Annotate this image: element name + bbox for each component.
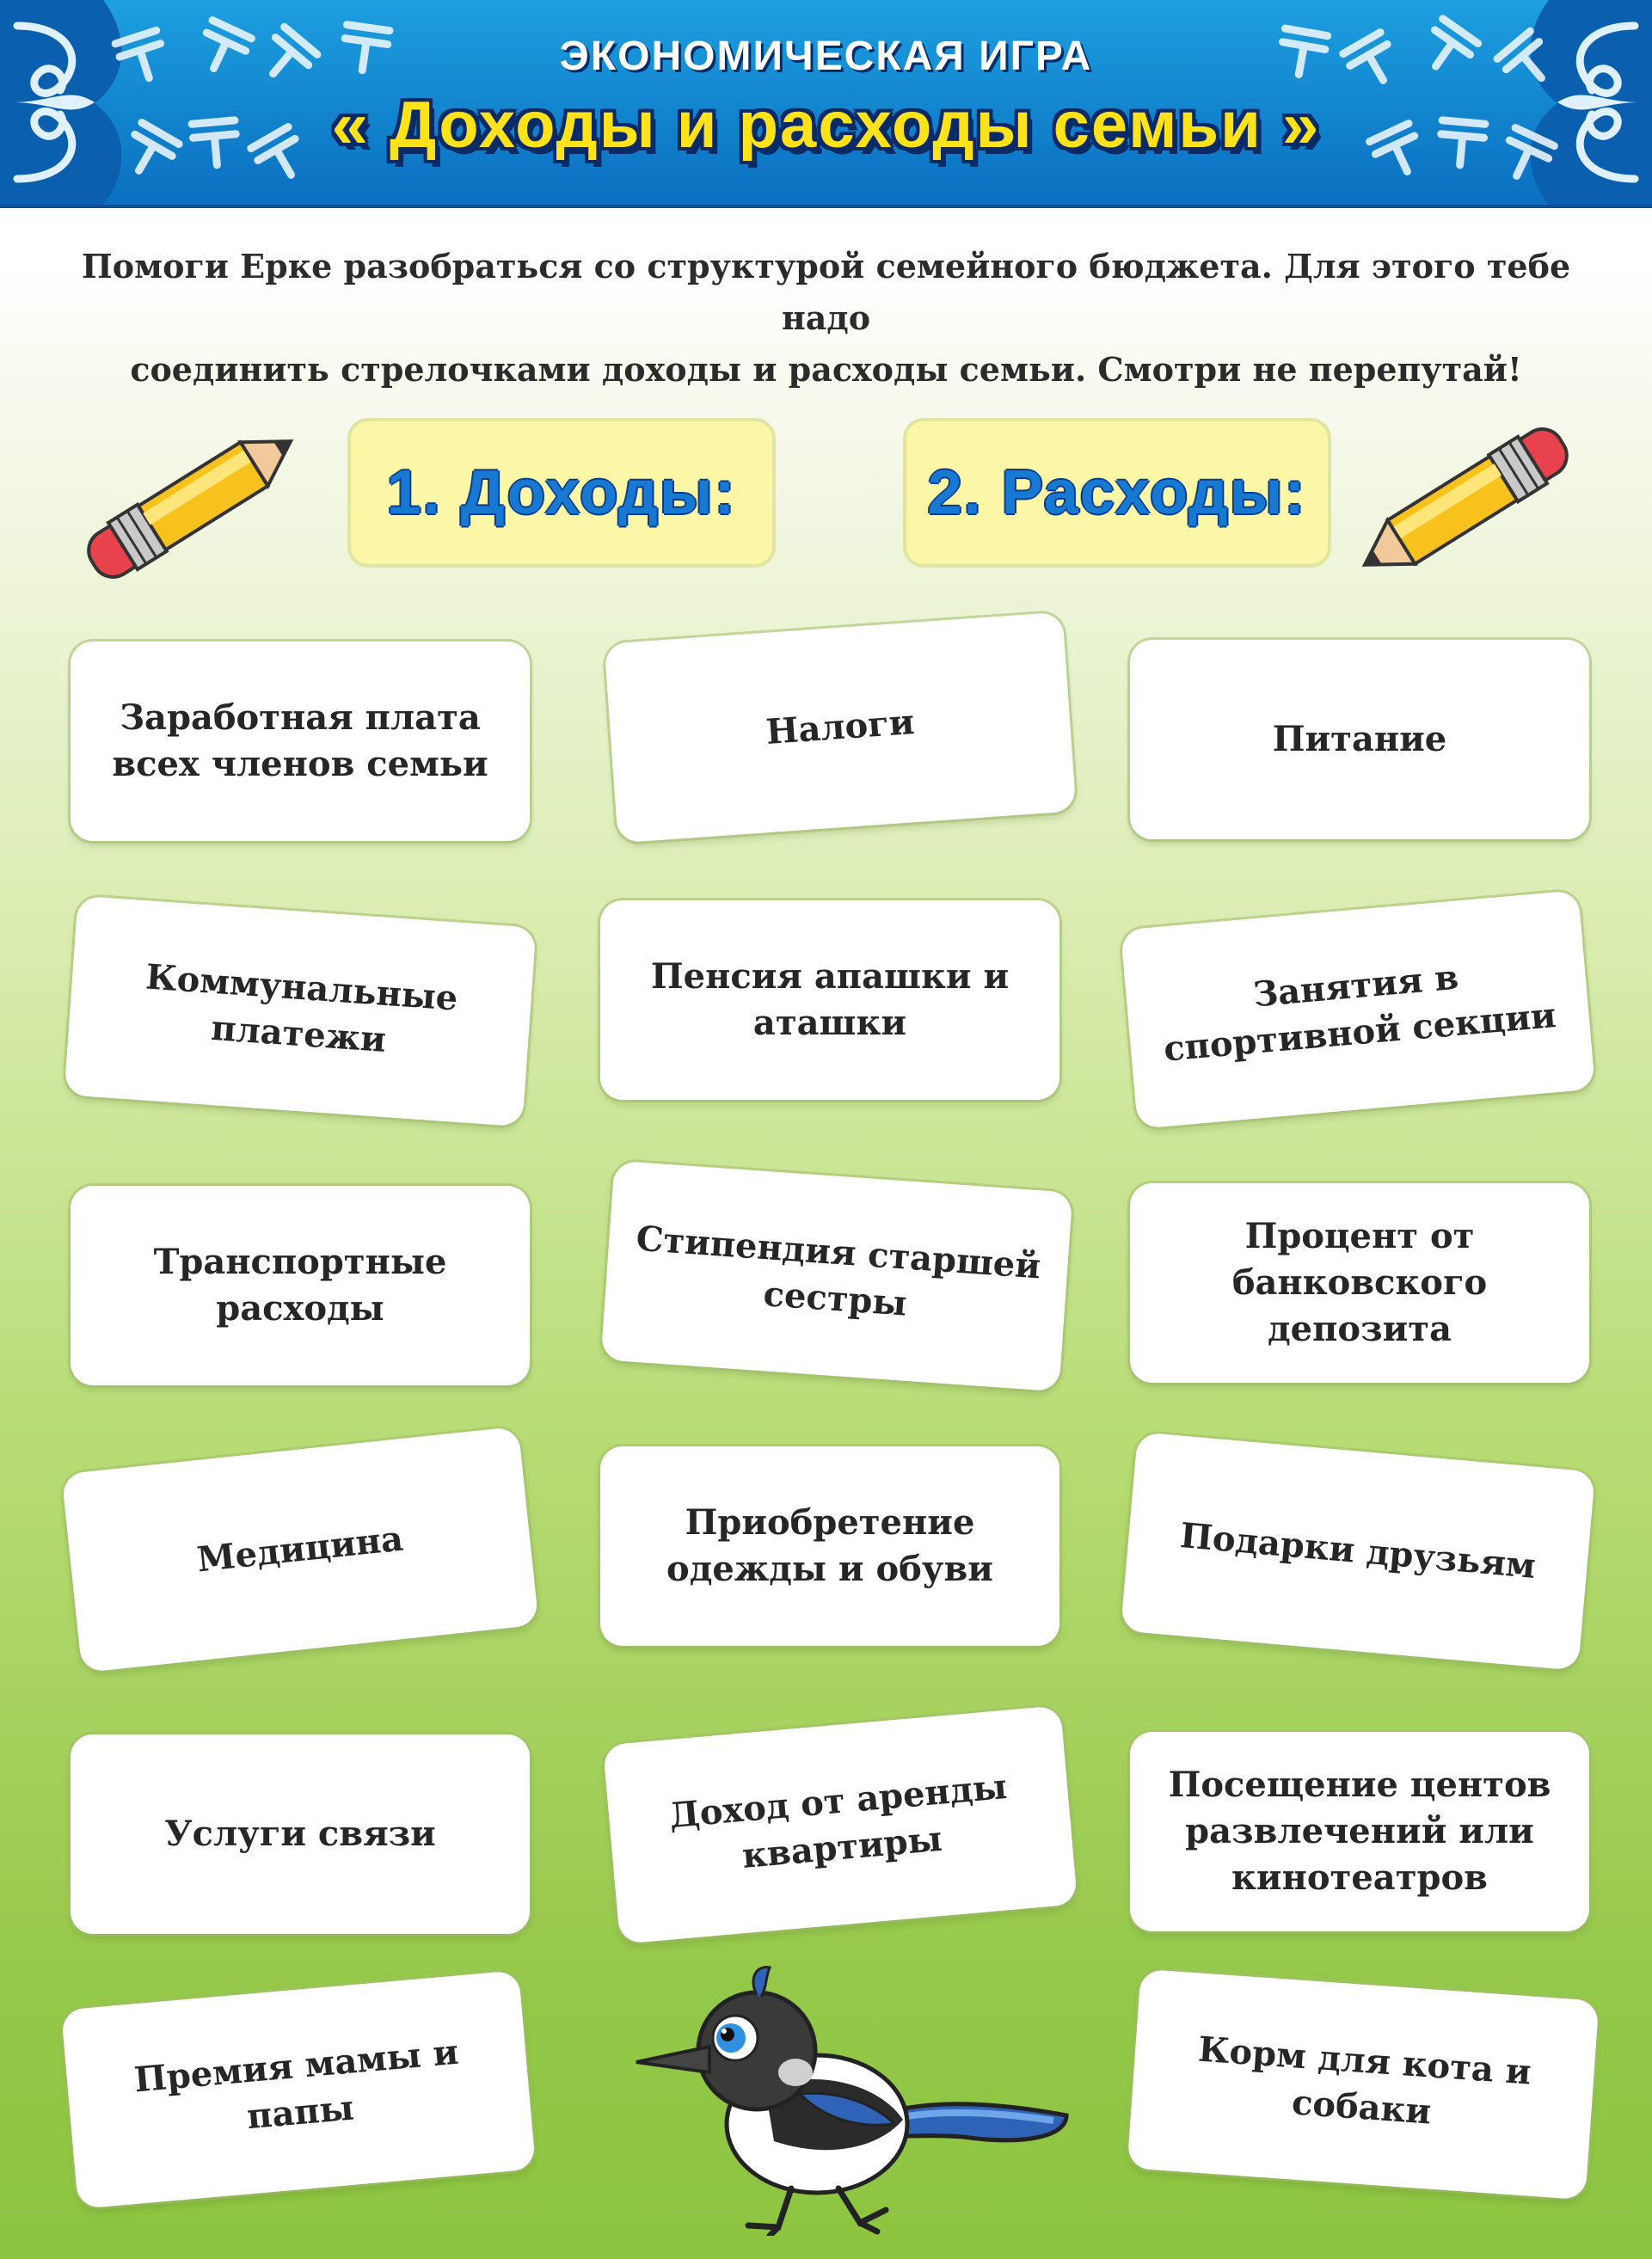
instructions	[34, 241, 1618, 396]
instructions-line-2: соединить стрелочками доходы и расходы семьи. Смотри не перепутай!	[130, 350, 1522, 389]
card-deposit[interactable]: Процент от банковского депозита	[1130, 1183, 1589, 1383]
card-gifts[interactable]: Подарки друзьям	[1121, 1432, 1595, 1671]
pencil-icon	[1329, 396, 1612, 602]
card-rent-income[interactable]: Доход от аренды квартиры	[603, 1705, 1078, 1944]
instructions-line-1: Помоги Ерке разобраться со структурой семейного бюджета. Для этого тебе надо	[81, 247, 1571, 337]
title-banner	[0, 0, 1652, 208]
card-transport[interactable]: Транспортные расходы	[71, 1186, 530, 1385]
magpie-icon	[619, 1952, 1084, 2236]
card-pet-food[interactable]: Корм для кота и собаки	[1127, 1969, 1600, 2201]
card-pension[interactable]: Пенсия апашки и аташки	[600, 900, 1059, 1100]
card-utilities[interactable]: Коммунальные платежи	[64, 896, 537, 1127]
income-header: 1. Доходы:	[347, 418, 776, 568]
card-scholarship[interactable]: Стипендия старшей сестры	[601, 1161, 1073, 1392]
card-communications[interactable]: Услуги связи	[71, 1734, 530, 1934]
card-taxes[interactable]: Налоги	[605, 612, 1077, 844]
banner-subtitle: ЭКОНОМИЧЕСКАЯ ИГРА	[559, 34, 1093, 79]
expenses-header: 2. Расходы:	[903, 418, 1331, 568]
card-salary[interactable]: Заработная плата всех членов семьи	[71, 641, 530, 841]
card-bonus[interactable]: Премия мамы и папы	[61, 1970, 536, 2209]
card-entertainment[interactable]: Посещение центов развлечений или кинотеатров	[1130, 1732, 1589, 1931]
card-medicine[interactable]: Медицина	[61, 1427, 538, 1673]
card-clothing[interactable]: Приобретение одежды и обуви	[600, 1446, 1059, 1646]
banner-title: « Доходы и расходы семьи »	[331, 89, 1321, 162]
card-sports[interactable]: Занятия в спортивной секции	[1121, 890, 1595, 1129]
pencil-icon	[43, 404, 327, 611]
card-food[interactable]: Питание	[1130, 640, 1589, 839]
